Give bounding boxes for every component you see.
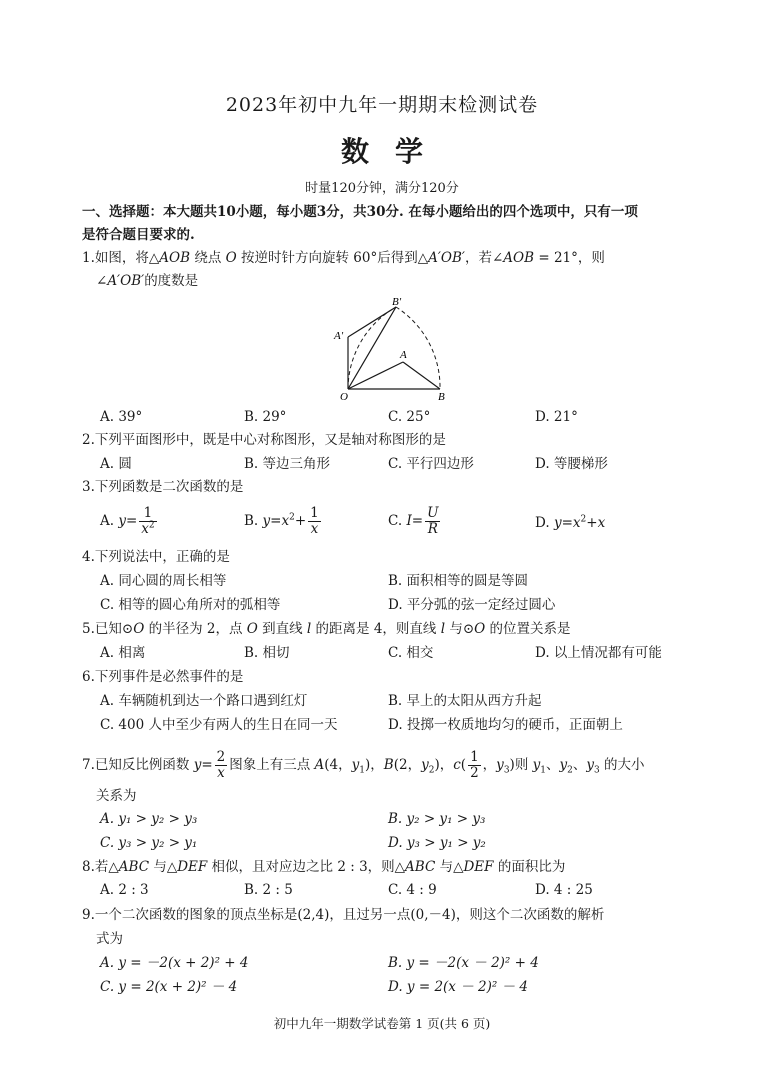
q5-option-d: D. 以上情况都有可能 [535, 645, 662, 661]
q3-option-d: D. $y=x^2+x$ [535, 514, 606, 531]
q4-option-d: D. 平分弧的弦一定经过圆心 [388, 597, 556, 613]
q4-option-b: B. 面积相等的圆是等圆 [388, 573, 529, 589]
q8-stem: 8.若△ABC 与△DEF 相似，且对应边之比 2 : 3，则△ABC 与△DEF 的面积比为 [82, 859, 566, 875]
q5-option-b: B. 相切 [244, 645, 290, 661]
exam-title: 2023年初中九年一期期末检测试卷 [225, 94, 539, 116]
q2-option-c: C. 平行四边形 [388, 456, 474, 472]
label-B: B [438, 391, 445, 403]
q1-line2: ∠A′OB′的度数是 [96, 273, 199, 289]
q7-option-a: A. y₁ > y₂ > y₃ [100, 811, 198, 827]
segment-AprimeBprime [348, 307, 396, 337]
q8-option-c: C. 4 : 9 [388, 882, 437, 898]
section1-intro-line1: 一、选择题：本大题共10小题，每小题3分，共30分. 在每小题给出的四个选项中，只有一项 [82, 204, 638, 220]
q6-option-b: B. 早上的太阳从西方升起 [388, 693, 542, 709]
q6-option-c: C. 400 人中至少有两人的生日在同一天 [100, 717, 338, 733]
rotation-figure [330, 296, 460, 404]
subject-title: 数学 [340, 135, 449, 168]
q4-stem: 4.下列说法中，正确的是 [82, 549, 230, 565]
page-footer: 初中九年一期数学试卷第 1 页(共 6 页) [273, 1016, 491, 1031]
q6-option-a: A. 车辆随机到达一个路口遇到红灯 [100, 693, 308, 709]
q7-option-c: C. y₃ > y₂ > y₁ [100, 835, 198, 851]
q3-option-b: B. $y=x^2+$ $\frac{1}{x}$ [244, 505, 319, 537]
q1-option-b: B. 29° [244, 409, 287, 425]
q8-option-d: D. 4 : 25 [535, 882, 593, 898]
q3-stem: 3.下列函数是二次函数的是 [82, 479, 244, 495]
segment-AB [403, 362, 440, 389]
q9-line1: 9.一个二次函数的图象的顶点坐标是(2,4)，且过另一点(0,－4)，则这个二次函数的解析 [82, 907, 605, 923]
q8-option-a: A. 2 : 3 [100, 882, 149, 898]
q7-line2: 关系为 [96, 788, 137, 804]
label-O: O [340, 391, 348, 403]
q1-option-c: C. 25° [388, 409, 431, 425]
q4-option-c: C. 相等的圆心角所对的弧相等 [100, 597, 281, 613]
q8-option-b: B. 2 : 5 [244, 882, 293, 898]
q7-option-b: B. y₂ > y₁ > y₃ [388, 811, 486, 827]
q3-option-a: A. y= $\frac{1}{x^2}$ [100, 505, 155, 537]
q4-option-a: A. 同心圆的周长相等 [100, 573, 227, 589]
q6-stem: 6.下列事件是必然事件的是 [82, 669, 244, 685]
section1-intro-line2: 是符合题目要求的. [82, 227, 195, 243]
q1-option-d: D. 21° [535, 409, 578, 425]
q6-option-d: D. 投掷一枚质地均匀的硬币，正面朝上 [388, 717, 623, 733]
label-A-prime: A′ [334, 330, 344, 342]
q3-option-c: C. I= $\frac{U}{R}$ [388, 505, 439, 537]
q1-line1: 1.如图，将△AOB 绕点 O 按逆时针方向旋转 60°后得到△A′OB′，若∠AOB = 21°，则 [82, 250, 605, 266]
q2-option-b: B. 等边三角形 [244, 456, 331, 472]
q9-option-b: B. y = －2(x － 2)² + 4 [388, 955, 539, 971]
q9-option-c: C. y = 2(x + 2)² － 4 [100, 979, 238, 995]
arc-dashed-outer [396, 307, 440, 389]
label-B-prime: B′ [392, 296, 402, 308]
q9-line2: 式为 [96, 931, 123, 947]
q7-option-d: D. y₃ > y₁ > y₂ [388, 835, 486, 851]
q9-option-d: D. y = 2(x － 2)² － 4 [388, 979, 528, 995]
q5-option-c: C. 相交 [388, 645, 434, 661]
q2-stem: 2.下列平面图形中，既是中心对称图形，又是轴对称图形的是 [82, 432, 446, 448]
q5-option-a: A. 相离 [100, 645, 146, 661]
label-A: A [400, 349, 407, 361]
q2-option-d: D. 等腰梯形 [535, 456, 608, 472]
q5-stem: 5.已知⊙O 的半径为 2，点 O 到直线 l 的距离是 4，则直线 l 与⊙O 的位置关系是 [82, 621, 571, 637]
q2-option-a: A. 圆 [100, 456, 132, 472]
q7-line1: 7.已知反比例函数 y= $\frac{2}{x}$ 图象上有三点 A(4，$y_1$)，B(2，$y_2$)，c( $\frac{1}{2}$ ，$y_3$)则 $y_1$、$y_2$、$y_3$ 的大小 [82, 749, 645, 781]
q1-option-a: A. 39° [100, 409, 143, 425]
time-info: 时量120分钟，满分120分 [305, 181, 459, 196]
q9-option-a: A. y = －2(x + 2)² + 4 [100, 955, 249, 971]
